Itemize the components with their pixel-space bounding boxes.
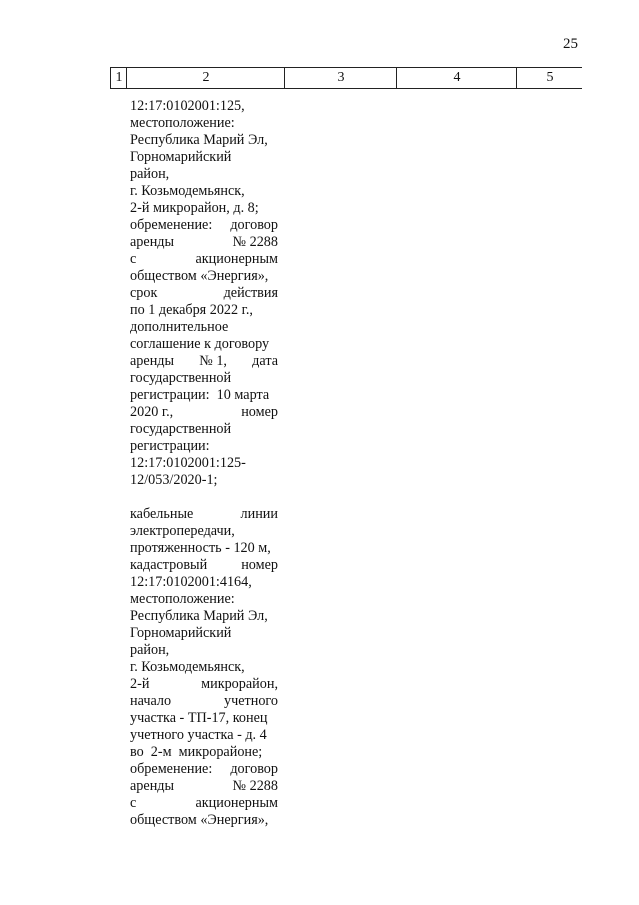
- text-word: номер: [241, 404, 278, 420]
- text-word: акционерным: [195, 795, 278, 811]
- text-word: линии: [240, 506, 278, 522]
- text-word: № 2288: [232, 234, 278, 250]
- text-line: [130, 183, 278, 200]
- text-word: кадастровый: [130, 557, 208, 573]
- text-line: [130, 336, 278, 353]
- text-line: [130, 217, 278, 234]
- text-word: кабельные: [130, 506, 194, 522]
- text-line: [130, 387, 278, 404]
- text-line: [130, 268, 278, 285]
- text-line: [130, 353, 278, 370]
- text-line: [130, 523, 278, 540]
- text-word: соглашение к договору: [130, 336, 270, 352]
- text-line: [130, 404, 278, 421]
- text-line: [130, 285, 278, 302]
- text-line: [130, 812, 278, 829]
- text-word: учетного участка - д. 4: [130, 727, 267, 743]
- text-line: [130, 370, 278, 387]
- text-line: [130, 778, 278, 795]
- cell-text-block-2: [130, 506, 278, 829]
- text-line: [130, 642, 278, 659]
- header-cell-3: 3: [284, 68, 397, 88]
- text-line: [130, 132, 278, 149]
- text-line: [130, 710, 278, 727]
- text-word: электропередачи,: [130, 523, 235, 539]
- text-word: 2-й: [130, 676, 150, 692]
- text-word: срок: [130, 285, 158, 301]
- text-word: договор: [230, 761, 278, 777]
- header-cell-2: 2: [126, 68, 285, 88]
- text-word: акционерным: [195, 251, 278, 267]
- header-cell-5: 5: [516, 68, 583, 88]
- text-word: учетного: [224, 693, 278, 709]
- text-word: Горномарийский: [130, 149, 232, 165]
- text-word: аренды: [130, 234, 175, 250]
- text-line: [130, 319, 278, 336]
- text-line: [130, 608, 278, 625]
- text-word: район,: [130, 166, 170, 182]
- text-word: начало: [130, 693, 172, 709]
- text-word: местоположение:: [130, 115, 235, 131]
- header-cell-1: 1: [110, 68, 127, 88]
- text-line: [130, 149, 278, 166]
- text-word: во 2-м микрорайоне;: [130, 744, 263, 760]
- text-word: аренды: [130, 353, 175, 369]
- table-header-row: [110, 67, 582, 89]
- page-number: 25: [563, 36, 578, 52]
- text-word: с: [130, 795, 137, 811]
- text-word: протяженность - 120 м,: [130, 540, 271, 556]
- text-word: с: [130, 251, 137, 267]
- text-word: район,: [130, 642, 170, 658]
- text-line: [130, 744, 278, 761]
- text-word: микрорайон,: [201, 676, 278, 692]
- text-word: Республика Марий Эл,: [130, 608, 268, 624]
- text-word: государственной: [130, 370, 232, 386]
- text-word: Горномарийский: [130, 625, 232, 641]
- text-word: дополнительное: [130, 319, 229, 335]
- text-word: номер: [241, 557, 278, 573]
- text-word: по 1 декабря 2022 г.,: [130, 302, 253, 318]
- text-word: регистрации:: [130, 438, 210, 454]
- text-line: [130, 591, 278, 608]
- text-word: договор: [230, 217, 278, 233]
- text-line: [130, 455, 278, 472]
- text-word: обществом «Энергия»,: [130, 268, 269, 284]
- text-word: Республика Марий Эл,: [130, 132, 268, 148]
- text-word: 12:17:0102001:4164,: [130, 574, 252, 590]
- text-line: [130, 727, 278, 744]
- text-word: обременение:: [130, 761, 213, 777]
- text-line: [130, 540, 278, 557]
- text-word: 12:17:0102001:125-: [130, 455, 246, 471]
- text-line: [130, 234, 278, 251]
- text-word: действия: [223, 285, 278, 301]
- text-word: регистрации: 10 марта: [130, 387, 270, 403]
- text-line: [130, 795, 278, 812]
- text-word: г. Козьмодемьянск,: [130, 183, 245, 199]
- text-line: [130, 98, 278, 115]
- text-line: [130, 761, 278, 778]
- cell-text-block-1: [130, 98, 278, 489]
- text-line: [130, 421, 278, 438]
- text-word: 2020 г.,: [130, 404, 174, 420]
- text-line: [130, 557, 278, 574]
- text-line: [130, 659, 278, 676]
- text-line: [130, 302, 278, 319]
- text-line: [130, 676, 278, 693]
- text-word: государственной: [130, 421, 232, 437]
- text-line: [130, 693, 278, 710]
- text-word: обременение:: [130, 217, 213, 233]
- text-word: 12:17:0102001:125,: [130, 98, 245, 114]
- text-line: [130, 251, 278, 268]
- text-word: участка - ТП-17, конец: [130, 710, 268, 726]
- text-word: 12/053/2020-1;: [130, 472, 218, 488]
- text-line: [130, 115, 278, 132]
- text-word: № 1,: [199, 353, 227, 369]
- text-line: [130, 438, 278, 455]
- text-word: аренды: [130, 778, 175, 794]
- text-line: [130, 574, 278, 591]
- text-line: [130, 506, 278, 523]
- text-word: обществом «Энергия»,: [130, 812, 269, 828]
- text-word: местоположение:: [130, 591, 235, 607]
- text-word: № 2288: [232, 778, 278, 794]
- text-line: [130, 472, 278, 489]
- text-line: [130, 625, 278, 642]
- header-cell-4: 4: [396, 68, 517, 88]
- text-word: 2-й микрорайон, д. 8;: [130, 200, 259, 216]
- text-line: [130, 200, 278, 217]
- text-word: г. Козьмодемьянск,: [130, 659, 245, 675]
- text-line: [130, 166, 278, 183]
- text-word: дата: [252, 353, 278, 369]
